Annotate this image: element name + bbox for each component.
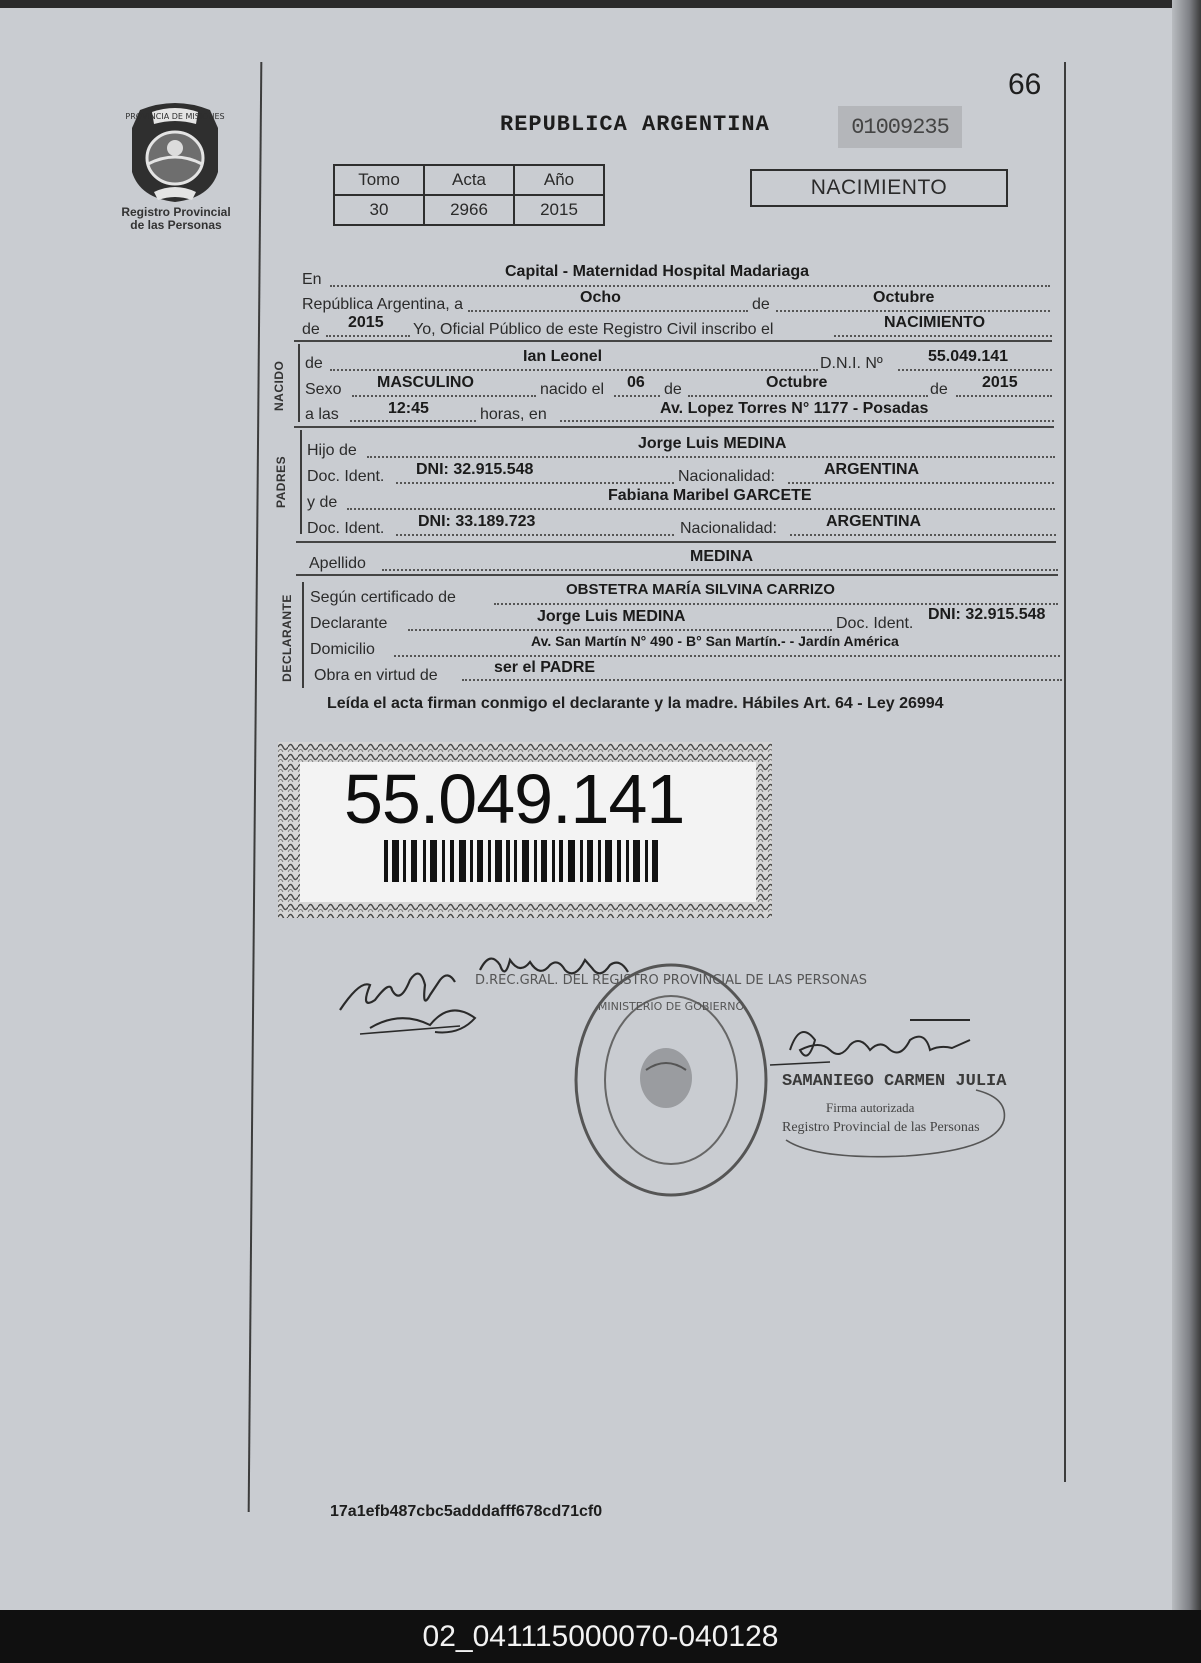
label-domicilio: Domicilio [310,641,375,658]
dotted-line [834,335,1052,337]
value-child-name: Ian Leonel [523,348,603,365]
label-de-birth-year: de [930,381,948,398]
value-birth-day: 06 [627,374,645,391]
value-mother-name: Fabiana Maribel GARCETE [608,487,812,504]
label-oficial: Yo, Oficial Público de este Registro Civil inscribo el [413,321,774,338]
logo-caption-line-1: Registro Provincial [121,205,231,219]
dotted-line [394,655,1060,657]
section-divider [294,340,1052,342]
seal-text: D.REC.GRAL. DEL REGISTRO PROVINCIAL DE LAS PERSONAS [474,973,868,988]
right-margin-line [1064,62,1066,1482]
label-obra-en-virtud: Obra en virtud de [314,667,438,684]
dotted-line [396,482,674,484]
label-dni: D.N.I. Nº [820,355,883,372]
label-republica: República Argentina, a [302,296,463,313]
dotted-line [367,456,1055,458]
dotted-line [462,679,1062,681]
closing-statement: Leída el acta firman conmigo el declarante y la madre. Hábiles Art. 64 - Ley 26994 [327,695,944,712]
registry-header-anio: Año [514,165,604,195]
value-event: NACIMIENTO [884,314,986,331]
section-divider [294,426,1054,428]
value-certificate: OBSTETRA MARÍA SILVINA CARRIZO [566,581,835,598]
dotted-line [898,369,1052,371]
side-label-nacido: NACIDO [272,360,286,411]
section-divider [296,541,1056,543]
label-segun-certificado: Según certificado de [310,589,456,606]
label-declarante: Declarante [310,615,388,632]
dotted-line [330,285,1050,287]
section-bracket-line [302,582,304,688]
official-stamp-line-3: Registro Provincial de las Personas [782,1120,980,1135]
label-hijo-de: Hijo de [307,442,357,459]
value-obra: ser el PADRE [494,659,596,676]
registry-value-tomo: 30 [334,195,424,225]
value-declarante-doc: DNI: 32.915.548 [928,606,1046,623]
value-mother-nationality: ARGENTINA [826,513,922,530]
section-bracket-line [300,430,302,534]
dotted-line [788,482,1054,484]
seal-inner-text: MINISTERIO DE GOBIERNO [597,1000,745,1013]
label-horas-en: horas, en [480,406,547,423]
label-apellido: Apellido [309,555,366,572]
value-birth-year: 2015 [982,374,1018,391]
dotted-line [560,420,1054,422]
registry-table [333,164,605,226]
value-domicilio: Av. San Martín N° 490 - B° San Martín.- - Jardín América [531,633,899,649]
registry-header-tomo: Tomo [334,165,424,195]
value-birth-month: Octubre [766,374,828,391]
dotted-line [396,534,674,536]
registry-value-anio: 2015 [514,195,604,225]
logo-caption-line-2: de las Personas [130,218,222,232]
registry-value-acta: 2966 [424,195,514,225]
value-father-doc: DNI: 32.915.548 [416,461,534,478]
provincial-coat-of-arms-logo [126,102,224,204]
scan-footer-code: 02_041115000070-040128 [422,1619,779,1653]
label-y-de: y de [307,494,338,511]
dotted-line [350,420,476,422]
value-birth-address: Av. Lopez Torres N° 1177 - Posadas [660,400,929,417]
value-child-dni: 55.049.141 [928,348,1009,365]
label-nacido-el: nacido el [540,381,605,398]
value-year: 2015 [348,314,384,331]
dotted-line [326,335,410,337]
document-title: REPUBLICA ARGENTINA [500,112,770,137]
section-divider [296,574,1058,576]
label-mother-nationality: Nacionalidad: [680,520,777,537]
label-en: En [302,271,322,288]
value-birth-time: 12:45 [388,400,429,417]
side-label-declarante: DECLARANTE [280,594,294,682]
stamp-outline [776,1080,1012,1160]
document-hash: 17a1efb487cbc5adddafff678cd71cf0 [330,1503,603,1520]
label-father-nationality: Nacionalidad: [678,468,775,485]
value-sexo: MASCULINO [377,374,474,391]
dotted-line [776,310,1050,312]
dotted-line [790,534,1056,536]
value-father-nationality: ARGENTINA [824,461,920,478]
registry-table-header-row [334,165,604,195]
value-father-name: Jorge Luis MEDINA [638,435,787,452]
serial-number-stamp: 01009235 [838,106,962,148]
value-declarante: Jorge Luis MEDINA [537,608,686,625]
dotted-line [614,395,660,397]
dotted-line [330,369,818,371]
dotted-line [468,310,748,312]
value-place: Capital - Maternidad Hospital Madariaga [505,263,810,280]
label-de: de [752,296,770,313]
label-a-las: a las [305,406,339,423]
page-right-edge [1172,0,1201,1610]
label-de-year: de [302,321,320,338]
dotted-line [352,395,536,397]
official-seal [474,960,868,1210]
dotted-line [688,395,928,397]
value-month: Octubre [873,289,935,306]
registry-table-value-row [334,195,604,225]
label-mother-doc: Doc. Ident. [307,520,385,537]
value-day-words: Ocho [580,289,621,306]
page-top-edge [0,0,1201,8]
official-stamp-line-2: Firma autorizada [826,1100,915,1115]
label-sexo: Sexo [305,381,342,398]
label-father-doc: Doc. Ident. [307,468,385,485]
official-name-stamp: SAMANIEGO CARMEN JULIA [782,1072,1007,1091]
page-number: 66 [1008,68,1042,101]
dotted-line [956,395,1052,397]
value-apellido: MEDINA [690,548,754,565]
label-de-month: de [664,381,682,398]
dotted-line [408,629,832,631]
label-declarante-doc: Doc. Ident. [836,615,914,632]
value-mother-doc: DNI: 33.189.723 [418,513,536,530]
registry-header-acta: Acta [424,165,514,195]
dotted-line [494,603,1058,605]
record-type-box: NACIMIENTO [750,169,1008,207]
section-bracket-line [298,344,300,422]
dotted-line [382,569,1058,571]
dotted-line [347,508,1055,510]
logo-caption [108,206,244,232]
side-label-padres: PADRES [274,455,288,508]
sticker-dni-number: 55.049.141 [344,760,685,838]
label-nacido-de: de [305,355,323,372]
logo-top-lettering: PROVINCIA DE MISIONES [125,112,225,121]
